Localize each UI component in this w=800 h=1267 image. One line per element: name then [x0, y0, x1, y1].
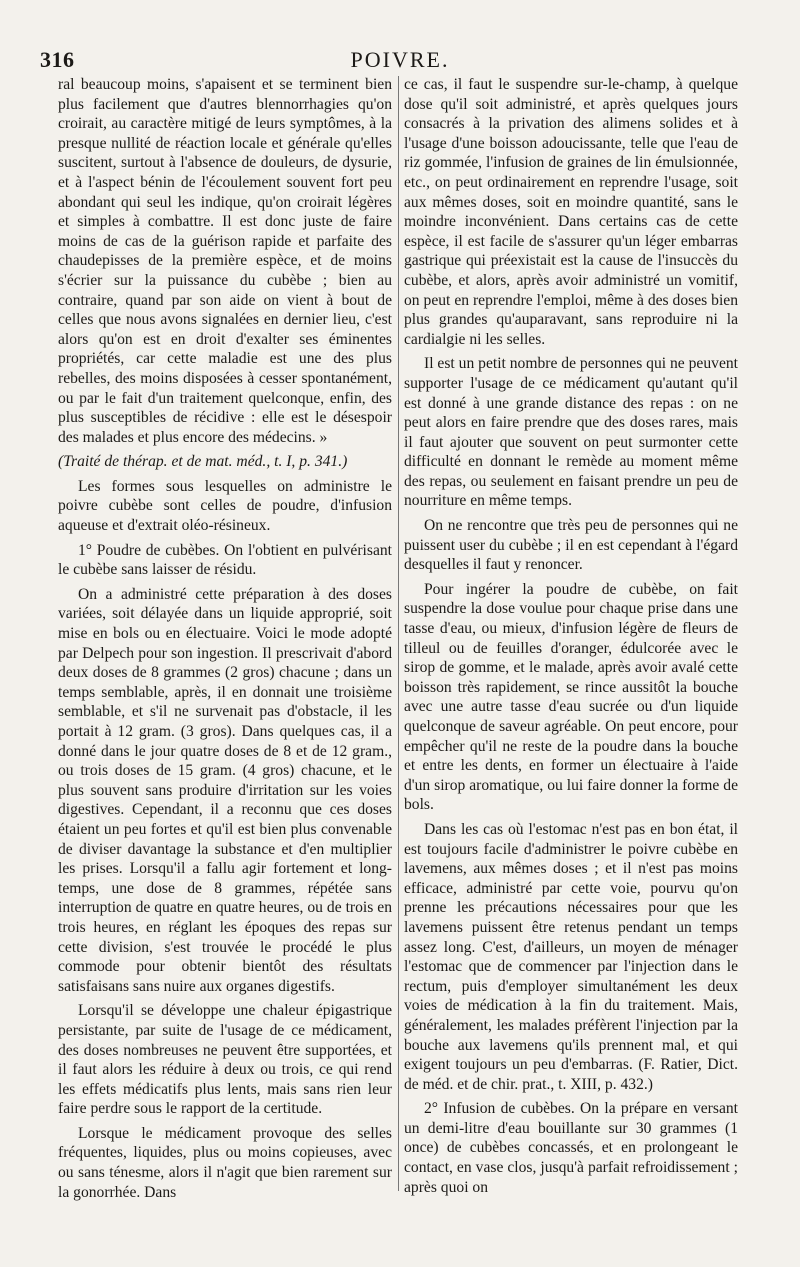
- running-head: POIVRE.: [350, 47, 450, 72]
- paragraph: ce cas, il faut le suspendre sur-le-champ, à quelque dose qu'il soit administré, et après quelques jours consacrés à la privation des alimens solides et à l'usage d'une boisson adoucissante, telle que l'eau de riz gommée, l'infusion de graines de lin émulsionnée, etc., on peut ordinairement en reprendre l'usage, soit aux mêmes doses, soit en moindre quantité, sans le moindre inconvénient. Dans certains cas de cette espèce, il est facile de s'assurer qu'un léger embarras gastrique qui préexistait est la cause de l'insuccès du cubèbe, et alors, après avoir administré un vomitif, on peut en reprendre l'emploi, même à des doses bien plus grandes qu'auparavant, sans reproduire ni la cardialgie ni les selles.: [404, 76, 738, 348]
- paragraph: 1° Poudre de cubèbes. On l'obtient en pulvérisant le cubèbe sans laisser de résidu.: [58, 541, 392, 579]
- paragraph: On ne rencontre que très peu de personnes qui ne puissent user du cubèbe ; il en est cependant à l'égard desquelles il faut y renoncer.: [404, 517, 738, 574]
- paragraph: Il est un petit nombre de personnes qui ne peuvent supporter l'usage de ce médicament qu'autant qu'il est donné à une grande distance des repas : on ne peut alors en faire prendre que des doses rares, mais il faut ajouter que souvent on peut surmonter cette difficulté en donnant le remède au moment même des repas, ou seulement en faisant prendre un peu de nourriture en même temps.: [404, 355, 738, 510]
- paragraph: On a administré cette préparation à des doses variées, soit délayée dans un liquide approprié, soit mise en bols ou en électuaire. Voici le mode adopté par Delpech pour son ingestion. Il prescrivait d'abord deux doses de 8 grammes (2 gros) chacune ; dans un temps semblable, après, il en donnait une troisième semblable, et s'il ne survenait pas d'obstacle, il les portait à 12 gram. (3 gros). Dans quelques cas, il a donné dans le jour quatre doses de 8 et de 12 gram., ou trois doses de 15 gram. (4 gros) chacune, et le plus souvent sans produire d'irritation sur les voies digestives. Cependant, il a reconnu que ces doses étaient un peu fortes et qu'il est bien plus convenable de diviser davantage la substance et d'en multiplier les prises. Lorsqu'il a fallu agir fortement et long-temps, une dose de 8 grammes, répétée sans interruption de quatre en quatre heures, ou de trois en trois heures, en réglant les époques des repas sur cette division, s'est trouvée le procédé le plus commode pour obtenir bientôt des résultats satisfaisans sans nuire aux organes digestifs.: [58, 585, 392, 995]
- paragraph: Les formes sous lesquelles on administre le poivre cubèbe sont celles de poudre, d'infusion aqueuse et d'extrait oléo-résineux.: [58, 477, 392, 535]
- paragraph: Pour ingérer la poudre de cubèbe, on fait suspendre la dose voulue pour chaque prise dans une tasse d'eau, ou mieux, d'infusion légère de fleurs de tilleul ou de feuilles d'oranger, édulcorée avec le sirop de gomme, et le malade, après avoir avalé cette boisson très rapidement, se rince aussitôt la bouche avec une autre tasse d'eau sucrée ou d'un liquide quelconque de saveur agréable. On peut encore, pour empêcher qu'il ne reste de la poudre dans la bouche et entre les dents, en former un électuaire à l'aide d'un sirop aromatique, ou lui faire donner la forme de bols.: [404, 580, 738, 814]
- paragraph: Lorsqu'il se développe une chaleur épigastrique persistante, par suite de l'usage de ce médicament, des doses nombreuses ne peuvent être supportées, et il faut alors les réduire à deux ou trois, ce qui rend les effets médicatifs plus lents, mais sans rien leur faire perdre sous le rapport de la certitude.: [58, 1002, 392, 1118]
- right-column: [404, 75, 738, 1197]
- citation: (Traité de thérap. et de mat. méd., t. I, p. 341.): [58, 453, 348, 471]
- paragraph: Dans les cas où l'estomac n'est pas en bon état, il est toujours facile d'administrer le poivre cubèbe en lavemens, aux mêmes doses ; et il n'est pas moins efficace, administré par cette voie, pourvu qu'on prenne les précautions nécessaires pour que les lavemens puissent être retenus pendant un temps assez long. C'est, d'ailleurs, un moyen de ménager l'estomac que de commencer par l'injection dans le rectum, puis d'employer simultanément les deux voies de médication à la fin du traitement. Mais, généralement, les malades préfèrent l'injection par la bouche aux lavemens qu'ils prennent mal, et qui exigent toujours un peu d'embarras. (F. Ratier, Dict. de méd. et de chir. prat., t. XIII, p. 432.): [404, 820, 738, 1093]
- paragraph: Lorsque le médicament provoque des selles fréquentes, liquides, plus ou moins copieuses, avec ou sans ténesme, alors il n'agit que bien rarement sur la gonorrhée. Dans: [58, 1124, 392, 1201]
- left-column: [58, 75, 392, 1202]
- paragraph: 2° Infusion de cubèbes. On la prépare en versant un demi-litre d'eau bouillante sur 30 grammes (1 once) de cubèbes concassés, et en prolongeant le contact, en vase clos, jusqu'à parfait refroidissement ; après quoi on: [404, 1100, 738, 1196]
- paragraph: ral beaucoup moins, s'apaisent et se terminent bien plus facilement que d'autres blennorrhagies qu'on croirait, au caractère mitigé de leurs symptômes, à la presque nullité de réaction locale et générale qu'elles suscitent, surtout à l'absence de douleurs, de dysurie, et à l'aspect bénin de l'écoulement souvent fort peu abondant qui seul les indique, qu'on croirait légères et simples à combattre. Il est donc juste de faire moins de cas de la guérison rapide et parfaite des chaudepisses de la première espèce, et de moins s'écrier sur la puissance du cubèbe ; bien au contraire, quand par son aide on vient à bout de celles que nous avons signalées en dernier lieu, c'est alors qu'on est en droit d'exalter ses éminentes propriétés, car cette maladie est une des plus rebelles, des moins disposées à cesser spontanément, ou par le fait d'un traitement quelconque, enfin, des plus susceptibles de récidive : elle est le désespoir des malades et plus encore des médecins. »: [58, 76, 392, 446]
- column-divider: [398, 76, 399, 1191]
- page-number: 316: [40, 47, 75, 72]
